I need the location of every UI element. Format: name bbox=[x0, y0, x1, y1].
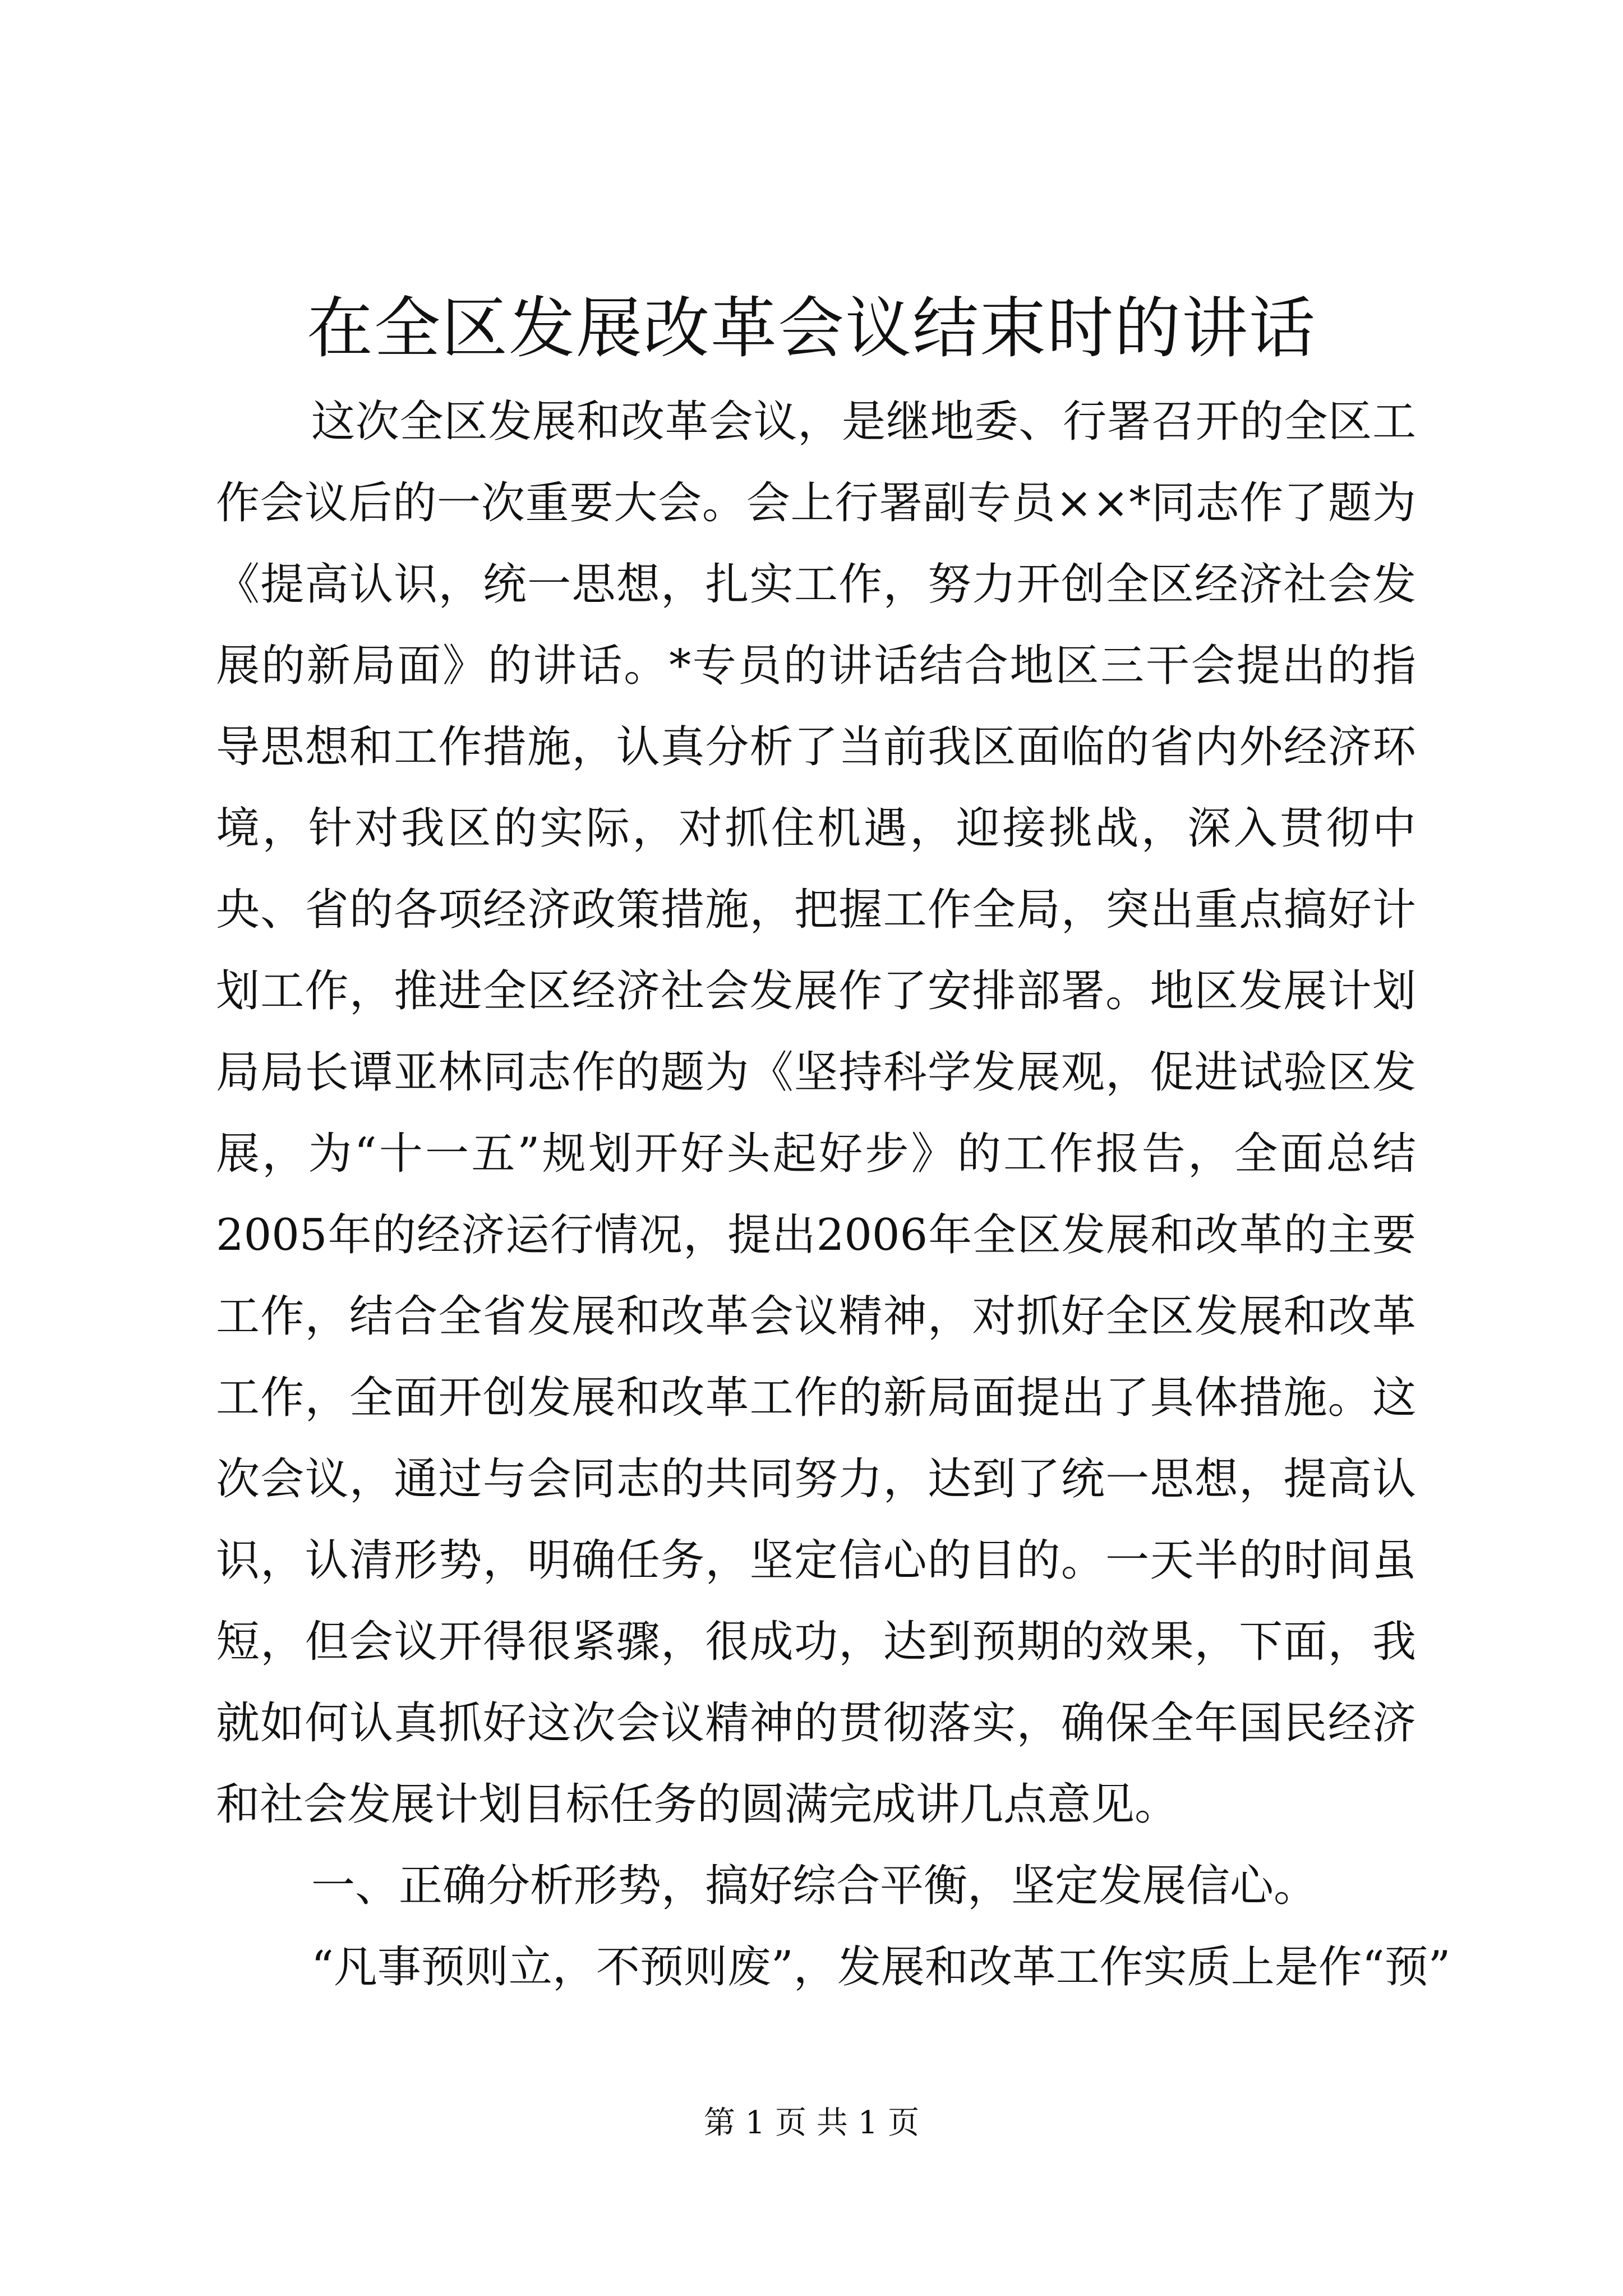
document-title: 在全区发展改革会议结束时的讲话 bbox=[306, 289, 1316, 367]
page-number-footer: 第 1 页 共 1 页 bbox=[703, 2105, 920, 2141]
document-body bbox=[216, 381, 1451, 2008]
section-heading: 一、正确分析形势，搞好综合平衡，坚定发展信心。 bbox=[311, 1861, 1318, 1911]
body-paragraph-continued: “凡事预则立，不预则废”，发展和改革工作实质上是作“预” bbox=[311, 1942, 1451, 1993]
body-paragraph: 这次全区发展和改革会议，是继地委、行署召开的全区工作会议后的一次重要大会。会上行署副专员××*同志作了题为《提高认识，统一思想，扎实工作，努力开创全区经济社会发展的新局面》的讲话。*专员的讲话结合地区三干会提出的指导思想和工作措施，认真分析了当前我区面临的省内外经济环境，针对我区的实际，对抓住机遇，迎接挑战，深入贯彻中央、省的各项经济政策措施，把握工作全局，突出重点搞好计划工作，推进全区经济社会发展作了安排部署。地区发展计划局局长谭亚林同志作的题为《坚持科学发展观，促进试验区发展，为“十一五”规划开好头起好步》的工作报告，全面总结2005年的经济运行情况，提出2006年全区发展和改革的主要工作，结合全省发展和改革会议精神，对抓好全区发展和改革工作，全面开创发展和改革工作的新局面提出了具体措施。这次会议，通过与会同志的共同努力，达到了统一思想，提高认识，认清形势，明确任务，坚定信心的目的。一天半的时间虽短，但会议开得很紧骤，很成功，达到预期的效果，下面，我就如何认真抓好这次会议精神的贯彻落实，确保全年国民经济和社会发展计划目标任务的圆满完成讲几点意见。 bbox=[216, 397, 1416, 1830]
